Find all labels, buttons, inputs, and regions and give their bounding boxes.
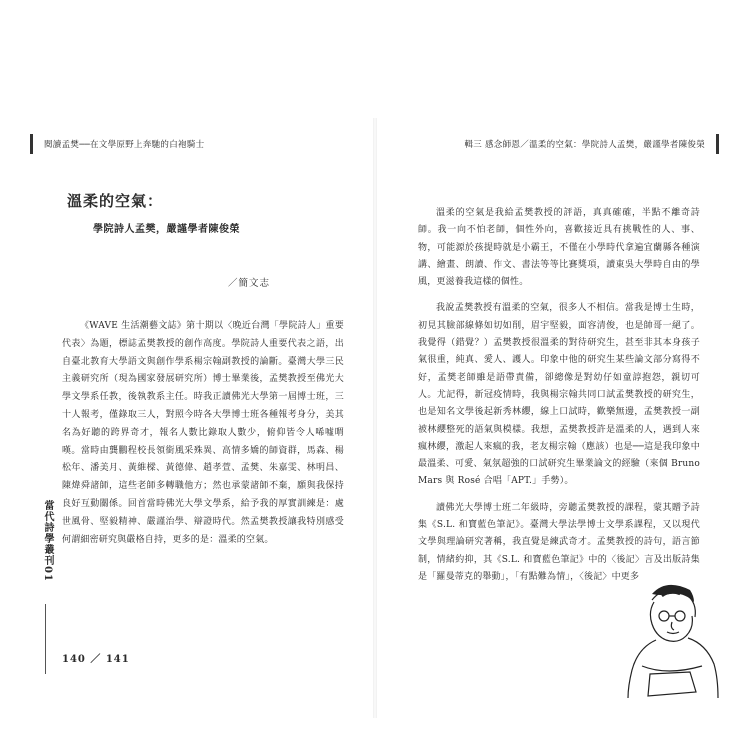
right-header-rule [716, 134, 719, 154]
left-running-header: 閱讀孟樊──在文學原野上奔馳的白袍騎士 [44, 140, 205, 150]
right-body-text [418, 205, 700, 595]
page-gutter [373, 118, 377, 718]
article-author: ／簡文志 [228, 278, 271, 289]
right-running-header: 輯三 感念師恩／溫柔的空氣：學院詩人孟樊，嚴謹學者陳俊榮 [464, 140, 705, 150]
series-spine-label: 當代詩學叢刊01 [42, 500, 53, 582]
page-numbers: 140 ／ 141 [62, 654, 130, 665]
right-paragraph-2: 我說孟樊教授有溫柔的空氣，很多人不相信。當我是博士生時，初見其臉部線條如切如削，眉宇堅毅，面容清俊，也是帥哥一絕了。我覺得（錯覺？）孟樊教授很溫柔的對待研究生，甚至非其本身孩子氣很重，純真、愛人、護人。印象中他的研究生某些論文部分寫得不好，孟樊老師雖是語帶責備，卻總像是對幼仔如童諄抱怨，親切可人。尤記得，新冠疫情時，我與楊宗翰共同口試孟樊教授的研究生，也是知名文學後起新秀林纓，線上口試時，歡樂無邊，孟樊教授一副被林纓整死的語氣與模樣。我想，孟樊教授許是溫柔的人，遇到人來瘋林纓，激起人來瘋的我，老友楊宗翰（應該）也是──這是我印象中最溫柔、可愛、氣氛超強的口試研究生畢業論文的經驗（來個 Bruno Mars 與 Rosé 合唱「APT.」手勢）。 [418, 303, 700, 487]
portrait-sketch-illustration [612, 570, 722, 700]
article-title: 溫柔的空氣： [67, 192, 164, 210]
left-paragraph: 《WAVE 生活潮藝文誌》第十期以〈晚近台灣「學院詩人」重要代表〉為題，標誌孟樊教授的創作高度。學院詩人重要代表之語，出自臺北教育大學語文與創作學系楊宗翰副教授的論斷。臺灣大學三民主義研究所（現為國家發展研究所）博士畢業後，孟樊教授至佛光大學文學系任教，後執教系主任。時我正讀佛光大學第一屆博士班，三十人報考，僅錄取三人，對照今時各大學博士班各種報考身分，美其名為好聽的跨界奇才，報名人數比錄取人數少，俯仰皆令人唏噓喟嘆。當時由龔鵬程校長領銜風采殊異、高情多嬌的師資群，馬森、楊松年、潘美月、黃維樑、黃德偉、趙孝萱、孟樊、朱嘉雯、林明昌、陳煒舜諸師，這些老師多轉職他方；然也承蒙諸師不棄，願與我保持良好互動關係。回首當時佛光大學文學系，給予我的厚實訓練是：處世風骨、堅毅精神、嚴謹治學、辯證時代。然孟樊教授讓我特別感受何謂細密研究與嚴格自持，更多的是：溫柔的空氣。 [62, 321, 344, 545]
left-body-text [62, 318, 344, 549]
spine-rule [45, 604, 46, 674]
right-paragraph-3: 讀佛光大學博士班二年級時，旁聽孟樊教授的課程，蒙其贈予詩集《S.L. 和寶藍色筆記》。臺灣大學法學博士文學系課程，又以現代文學與理論研究著稱，我直覺是練武奇才。孟樊教授的詩句，語言節制，情緒約抑，其《S.L. 和寶藍色筆記》中的〈後記〉言及出版詩集是「羅曼蒂克的舉動」，「有點難為情」，〈後記〉中更多 [418, 502, 700, 582]
left-header-rule [30, 134, 33, 154]
article-subtitle: 學院詩人孟樊，嚴謹學者陳俊榮 [93, 224, 240, 235]
right-paragraph-1: 溫柔的空氣是我給孟樊教授的評語，真真確確，半點不離奇詩師。我一向不怕老師，個性外向，喜歡接近具有挑戰性的人、事、物，可能源於孩提時就是小霸王，不僅在小學時代拿遍宜蘭縣各種演講、繪畫、朗讀、作文、書法等等比賽獎項，讀東吳大學時自由的學風，更滋養我這樣的個性。 [418, 208, 700, 288]
